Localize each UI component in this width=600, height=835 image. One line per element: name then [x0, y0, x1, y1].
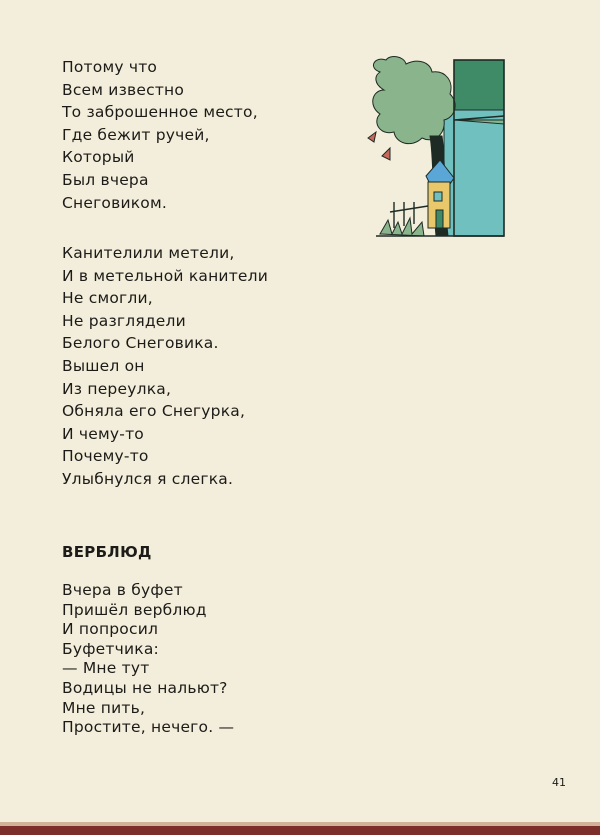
poem-line: Потому что: [62, 58, 158, 76]
tree-house-illustration: [360, 52, 506, 240]
poem-line: — Мне тут: [62, 659, 150, 678]
poem-line: Где бежит ручей,: [62, 125, 210, 144]
poem-line: Вышел он: [62, 356, 145, 375]
poem-line: Снеговиком.: [62, 193, 167, 212]
poem-title: ВЕРБЛЮД: [62, 543, 152, 561]
poem-line: Не смогли,: [62, 289, 153, 308]
bird-icon: [368, 132, 376, 142]
poem-line: То заброшенное место,: [62, 103, 258, 122]
poem-line: Почему-то: [62, 447, 149, 466]
page-number: 41: [552, 776, 566, 789]
poem-line: Канителили метели,: [62, 244, 235, 262]
poem-line: Вчера в буфет: [62, 581, 183, 599]
poem-stanza-2: [62, 242, 268, 491]
poem-line: И попросил: [62, 620, 159, 639]
poem-line: Не разглядели: [62, 311, 186, 330]
poem-line: Был вчера: [62, 170, 149, 189]
poem-stanza-3: [62, 581, 234, 738]
poem-line: И в метельной канители: [62, 266, 269, 285]
poem-line: Простите, нечего. —: [62, 718, 235, 737]
poem-line: И чему-то: [62, 424, 144, 443]
tree-foliage: [373, 57, 455, 144]
poem-line: Белого Снеговика.: [62, 334, 219, 353]
poem-line: Пришёл верблюд: [62, 600, 207, 619]
book-cover-edge: [0, 826, 600, 835]
poem-line: Обняла его Снегурка,: [62, 402, 246, 421]
poem-line: Улыбнулся я слегка.: [62, 469, 234, 488]
poem-line: Водицы не нальют?: [62, 678, 228, 697]
house-window: [434, 192, 442, 201]
poem-line: Буфетчика:: [62, 639, 159, 658]
house-door: [436, 210, 443, 228]
bird-icon: [382, 148, 390, 160]
grass: [380, 218, 424, 236]
sky-panel: [444, 110, 504, 236]
poem-stanza-1: [62, 56, 258, 214]
poem-line: Из переулка,: [62, 379, 172, 398]
poem-line: Который: [62, 148, 135, 167]
poem-line: Всем известно: [62, 80, 185, 99]
poem-line: Мне пить,: [62, 698, 146, 717]
